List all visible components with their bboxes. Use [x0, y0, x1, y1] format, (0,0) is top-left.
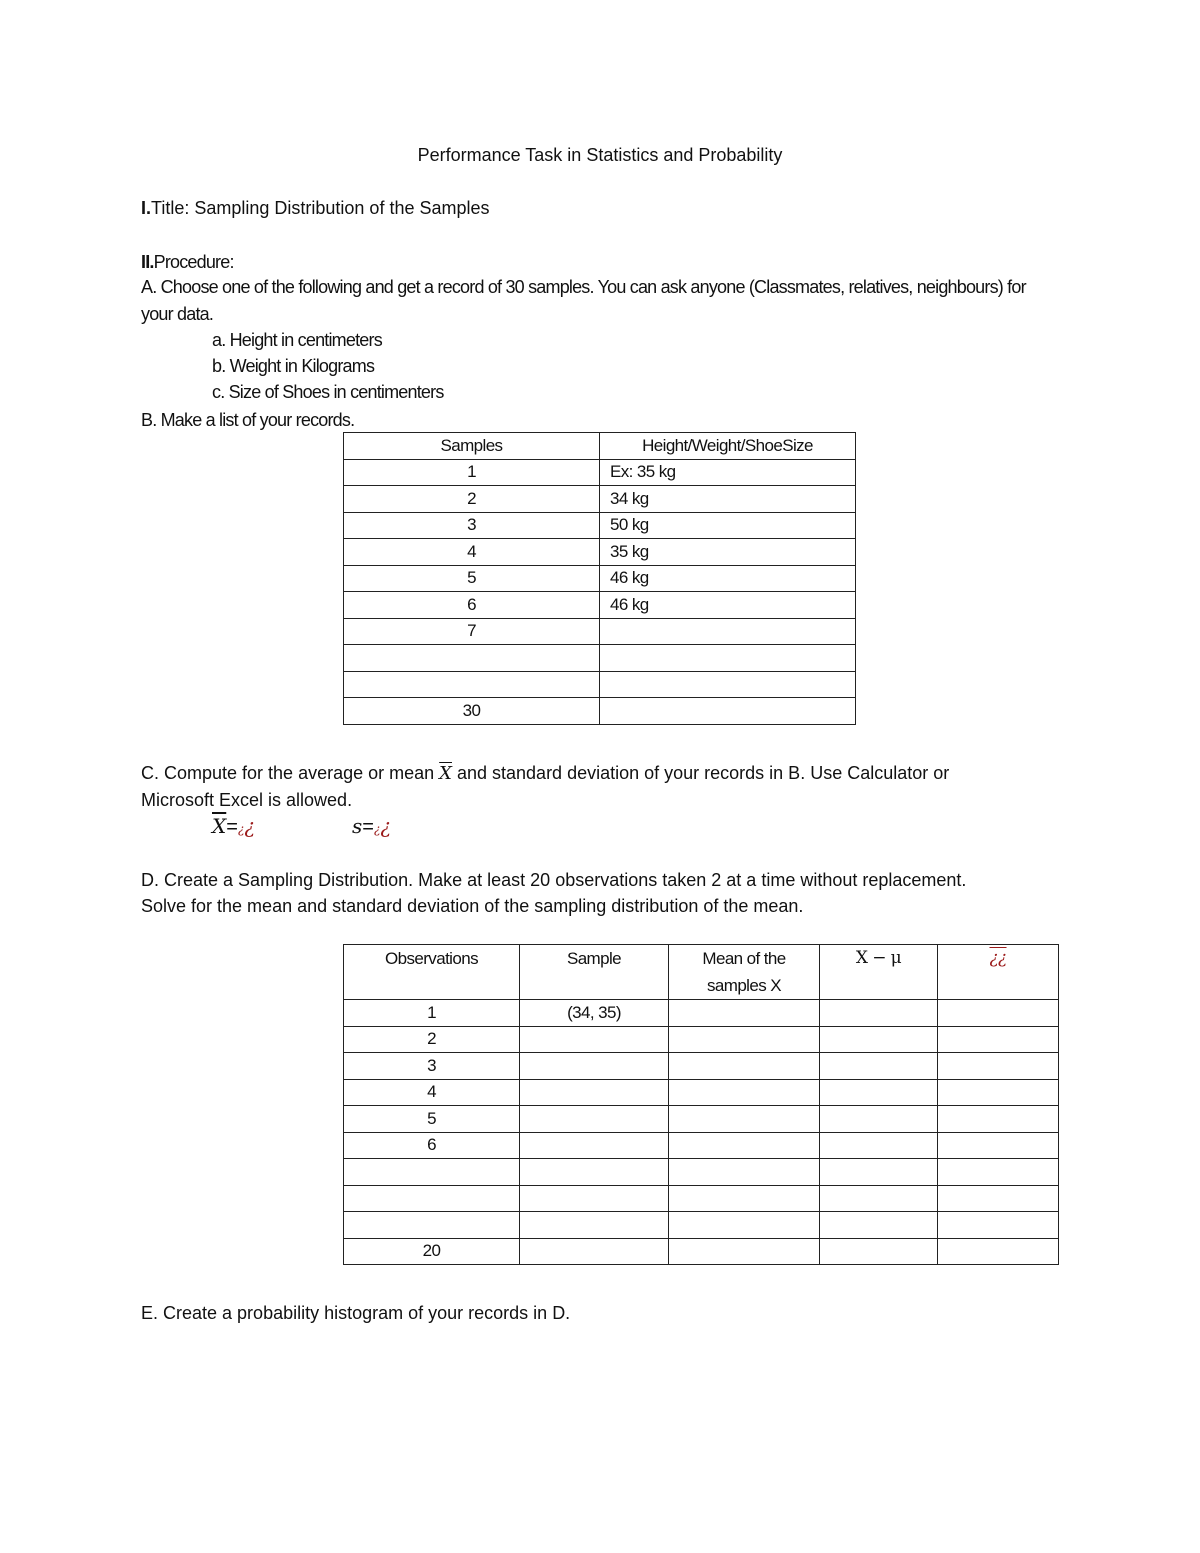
step-d-line1: D. Create a Sampling Distribution. Make at least 20 observations taken 2 at a time without replacement.: [141, 870, 967, 890]
sample-value: 46 kg: [600, 565, 856, 592]
sample-number: 5: [344, 565, 600, 592]
sample-value: Ex: 35 kg: [600, 459, 856, 486]
sample-value: [600, 698, 856, 725]
sample-mean: [669, 1238, 820, 1265]
deviation: [820, 1185, 938, 1212]
table-row: [344, 645, 856, 672]
section-title: [141, 197, 490, 219]
header-squared: ¿¿: [938, 945, 1059, 1000]
table-row: [344, 512, 856, 539]
sample-value: [600, 645, 856, 672]
sample-mean: [669, 1185, 820, 1212]
sample-pair: [520, 1238, 669, 1265]
header-sample: Sample: [520, 945, 669, 1000]
observation: 20: [344, 1238, 520, 1265]
table-row: [344, 1079, 1059, 1106]
table-row: [344, 671, 856, 698]
sample-number: 2: [344, 486, 600, 513]
table-row: [344, 1053, 1059, 1080]
observation: 5: [344, 1106, 520, 1133]
section-label: II.: [141, 252, 154, 272]
sample-number: [344, 645, 600, 672]
sample-mean: [669, 1132, 820, 1159]
option-c: c. Size of Shoes in centimenters: [212, 382, 444, 402]
sample-mean: [669, 1053, 820, 1080]
sample-number: 3: [344, 512, 600, 539]
table-row: [344, 1132, 1059, 1159]
sample-number: 1: [344, 459, 600, 486]
step-b: B. Make a list of your records.: [141, 410, 355, 430]
table-row: [344, 1185, 1059, 1212]
table-row: [344, 459, 856, 486]
step-a-line1: A. Choose one of the following and get a record of 30 samples. You can ask anyone (Classmates, relatives, neighbours) for: [141, 277, 1026, 297]
sample-number: [344, 671, 600, 698]
section-text: Procedure:: [153, 252, 234, 272]
header-deviation: X − μ: [820, 945, 938, 1000]
table-row: [344, 486, 856, 513]
table-row: [344, 1026, 1059, 1053]
section-text: Title: Sampling Distribution of the Samples: [151, 198, 490, 218]
deviation: [820, 1026, 938, 1053]
step-c-line2: Microsoft Excel is allowed.: [141, 790, 353, 810]
sampling-distribution-table: [343, 944, 1059, 1265]
squared-deviation: [938, 1026, 1059, 1053]
glyph: ¿: [244, 814, 256, 838]
sample-pair: [520, 1026, 669, 1053]
observation: [344, 1185, 520, 1212]
sample-value: 34 kg: [600, 486, 856, 513]
table-row: [344, 698, 856, 725]
deviation: [820, 1106, 938, 1133]
sample-pair: [520, 1212, 669, 1239]
glyph: ¿: [380, 814, 392, 838]
header-row: [344, 433, 856, 460]
xbar-symbol: $\overline{X}$: [212, 814, 227, 838]
sample-mean: [669, 1079, 820, 1106]
sample-pair: [520, 1053, 669, 1080]
sample-pair: [520, 1132, 669, 1159]
deviation: [820, 1079, 938, 1106]
observation: 6: [344, 1132, 520, 1159]
deviation: [820, 1053, 938, 1080]
table-row: [344, 1159, 1059, 1186]
sample-mean: [669, 1212, 820, 1239]
step-a-line2: your data.: [141, 304, 214, 324]
squared-deviation: [938, 1053, 1059, 1080]
sample-value: 35 kg: [600, 539, 856, 566]
records-table: [343, 432, 856, 725]
header-mean: [669, 945, 820, 1000]
header-observations: Observations: [344, 945, 520, 1000]
table-row: [344, 1000, 1059, 1027]
observation: [344, 1159, 520, 1186]
glyph: ¿: [237, 822, 245, 836]
equals: =: [362, 816, 374, 838]
sample-number: 7: [344, 618, 600, 645]
sample-mean: [669, 1000, 820, 1027]
deviation: [820, 1132, 938, 1159]
squared-deviation: [938, 1079, 1059, 1106]
text: Mean of the: [702, 949, 786, 968]
sample-number: 4: [344, 539, 600, 566]
squared-deviation: [938, 1159, 1059, 1186]
observation: 1: [344, 1000, 520, 1027]
sample-number: 6: [344, 592, 600, 619]
sample-value: [600, 618, 856, 645]
text: and standard deviation of your records in B. Use Calculator or: [451, 763, 950, 783]
equals: =: [226, 816, 238, 838]
sample-value: 46 kg: [600, 592, 856, 619]
section-label: I.: [141, 198, 152, 218]
squared-deviation: [938, 1132, 1059, 1159]
document-title: Performance Task in Statistics and Probability: [417, 145, 783, 165]
squared-deviation: [938, 1185, 1059, 1212]
text: C. Compute for the average or mean: [141, 763, 440, 783]
mean-formula: [212, 815, 255, 840]
table-row: [344, 1106, 1059, 1133]
table-row: [344, 1212, 1059, 1239]
deviation: [820, 1000, 938, 1027]
sample-mean: [669, 1106, 820, 1133]
table-row: [344, 592, 856, 619]
observation: 3: [344, 1053, 520, 1080]
sample-pair: [520, 1159, 669, 1186]
observation: [344, 1212, 520, 1239]
table-row: [344, 565, 856, 592]
squared-deviation: [938, 1238, 1059, 1265]
table-row: [344, 539, 856, 566]
table-row: [344, 1238, 1059, 1265]
deviation: [820, 1212, 938, 1239]
deviation: [820, 1159, 938, 1186]
observation: 4: [344, 1079, 520, 1106]
sample-pair: [520, 1106, 669, 1133]
sample-pair: (34, 35): [520, 1000, 669, 1027]
sample-value: 50 kg: [600, 512, 856, 539]
sd-formula: [352, 815, 391, 840]
xbar-symbol: $\overline{X}$: [439, 763, 452, 784]
header-row: [344, 945, 1059, 1000]
step-d-line2: Solve for the mean and standard deviation of the sampling distribution of the mean.: [141, 896, 804, 916]
table-row: [344, 618, 856, 645]
section-procedure: [141, 251, 234, 273]
observation: 2: [344, 1026, 520, 1053]
sample-pair: [520, 1079, 669, 1106]
s-symbol: s: [352, 814, 363, 838]
header-measure: Height/Weight/ShoeSize: [600, 433, 856, 460]
squared-deviation: [938, 1106, 1059, 1133]
option-b: b. Weight in Kilograms: [212, 356, 375, 376]
squared-deviation: [938, 1212, 1059, 1239]
option-a: a. Height in centimeters: [212, 330, 382, 350]
sample-mean: [669, 1159, 820, 1186]
step-c-line1: [141, 762, 949, 785]
sample-mean: [669, 1026, 820, 1053]
header-samples: Samples: [344, 433, 600, 460]
squared-deviation: [938, 1000, 1059, 1027]
deviation: [820, 1238, 938, 1265]
glyph: ¿: [373, 822, 381, 836]
sample-value: [600, 671, 856, 698]
sample-number: 30: [344, 698, 600, 725]
step-e: E. Create a probability histogram of your records in D.: [141, 1303, 571, 1323]
text: samples X: [707, 976, 781, 995]
sample-pair: [520, 1185, 669, 1212]
